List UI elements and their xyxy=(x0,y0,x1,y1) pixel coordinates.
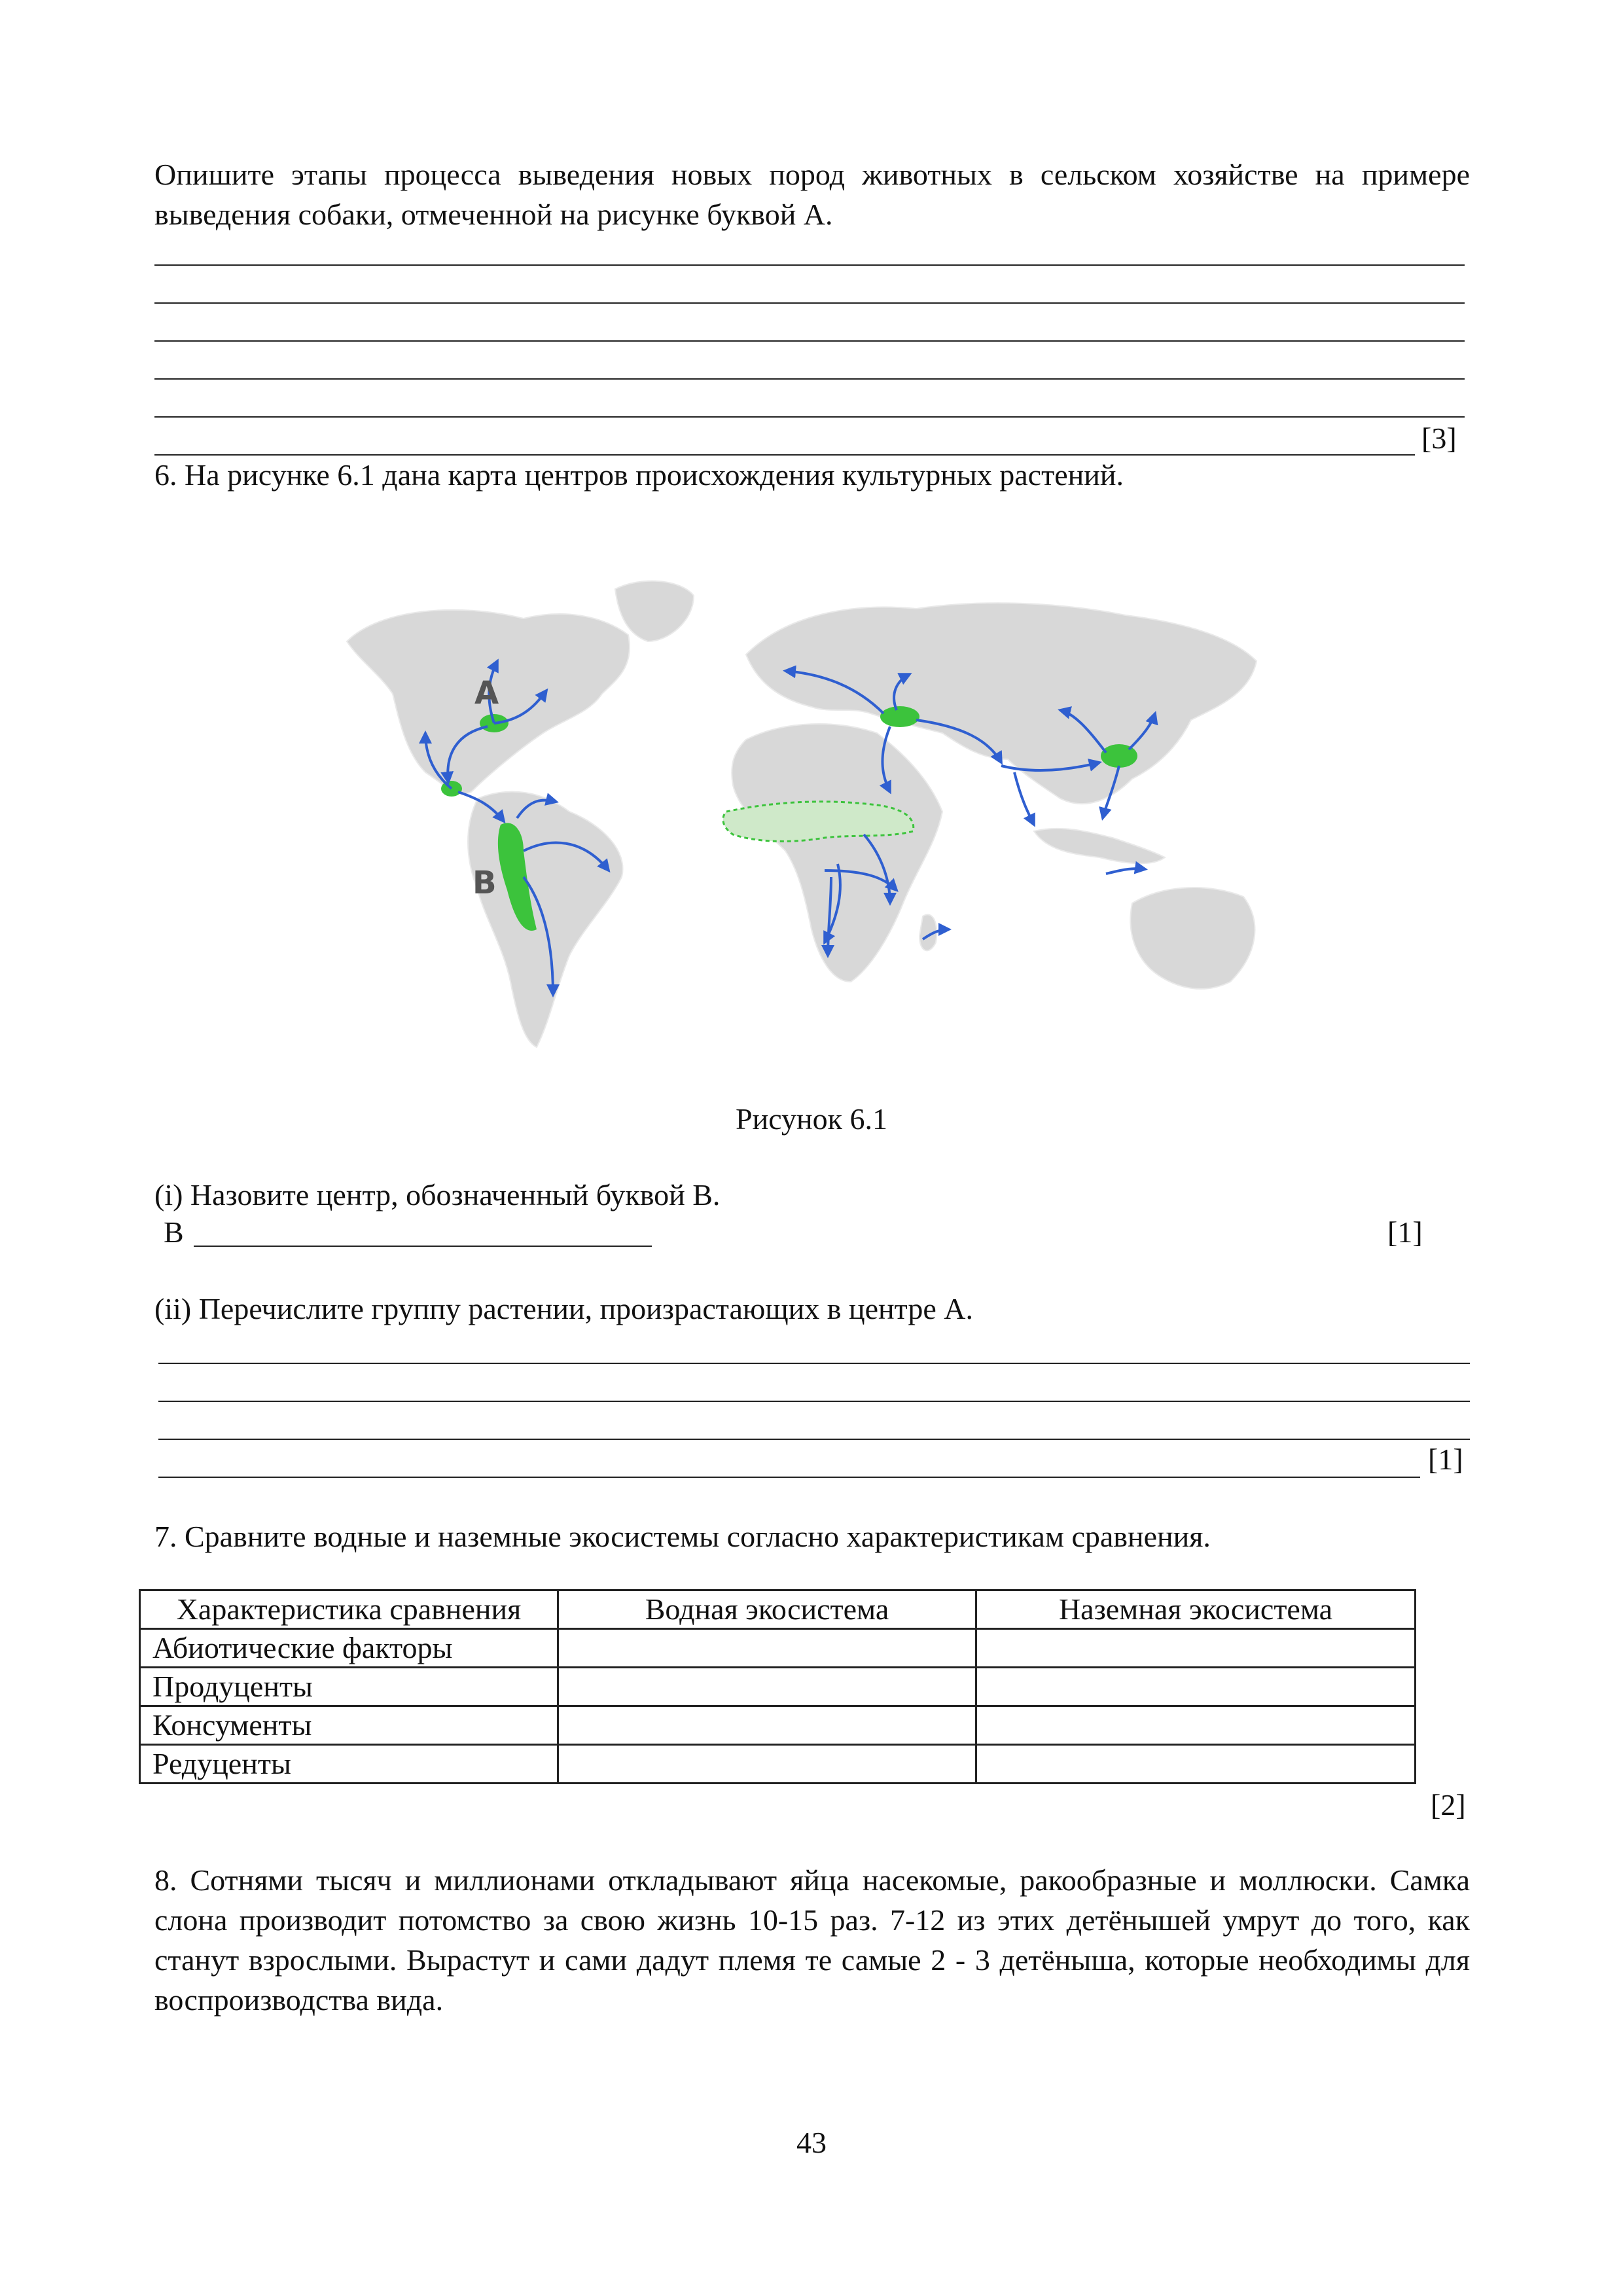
table-row xyxy=(140,1668,1416,1706)
answer-line[interactable] xyxy=(154,302,1465,304)
q6-part-i-answer-line[interactable] xyxy=(194,1246,652,1247)
page-number: 43 xyxy=(796,2126,827,2159)
australia-shape xyxy=(1130,888,1255,989)
table-row xyxy=(140,1706,1416,1745)
answer-line[interactable] xyxy=(154,340,1465,342)
answer-cell[interactable] xyxy=(558,1706,976,1745)
answer-cell[interactable] xyxy=(558,1745,976,1784)
row-label: Редуценты xyxy=(140,1745,558,1784)
answer-cell[interactable] xyxy=(976,1629,1416,1668)
indonesia-shape xyxy=(1034,829,1165,864)
table-header: Наземная экосистема xyxy=(976,1590,1416,1629)
map-label-b: B xyxy=(473,865,497,901)
table-header: Характеристика сравнения xyxy=(140,1590,558,1629)
arrow xyxy=(1106,869,1145,874)
q6-intro: 6. На рисунке 6.1 дана карта центров происхождения культурных растений. xyxy=(154,458,1124,492)
table-row xyxy=(140,1745,1416,1784)
row-label: Продуценты xyxy=(140,1668,558,1706)
centre-mediterranean xyxy=(880,706,919,727)
answer-line[interactable] xyxy=(158,1439,1470,1440)
answer-cell[interactable] xyxy=(976,1745,1416,1784)
table-row xyxy=(140,1629,1416,1668)
comparison-table xyxy=(139,1589,1416,1784)
q6-part-i-question: (i) Назовите центр, обозначенный буквой В. xyxy=(154,1178,721,1211)
answer-line[interactable] xyxy=(158,1363,1470,1364)
table-header: Водная экосистема xyxy=(558,1590,976,1629)
map-label-a: A xyxy=(474,675,499,711)
answer-line[interactable] xyxy=(158,1477,1420,1478)
answer-line[interactable] xyxy=(154,264,1465,266)
answer-cell[interactable] xyxy=(976,1706,1416,1745)
answer-cell[interactable] xyxy=(558,1629,976,1668)
q5-text: Опишите этапы процесса выведения новых пород животных в сельском хозяйстве на примере выведения собаки, отмеченной на рисунке буквой А. xyxy=(154,158,1470,231)
q7-mark: [2] xyxy=(1431,1788,1466,1821)
answer-cell[interactable] xyxy=(976,1668,1416,1706)
answer-line[interactable] xyxy=(154,378,1465,380)
world-map-figure xyxy=(327,563,1296,1073)
q6-part-i-answer-prefix: В xyxy=(164,1215,184,1249)
figure-caption: Рисунок 6.1 xyxy=(736,1102,887,1136)
q7-text: 7. Сравните водные и наземные экосистемы согласно характеристикам сравнения. xyxy=(154,1520,1211,1553)
table-header-row xyxy=(140,1590,1416,1629)
answer-line[interactable] xyxy=(158,1401,1470,1402)
q6-part-ii-mark: [1] xyxy=(1428,1443,1463,1476)
q6-part-ii-question: (ii) Перечислите группу растении, произрастающих в центре А. xyxy=(154,1292,973,1325)
africa-shape xyxy=(732,724,942,982)
south-america-shape xyxy=(468,792,623,1047)
row-label: Консументы xyxy=(140,1706,558,1745)
row-label: Абиотические факторы xyxy=(140,1629,558,1668)
arrow xyxy=(1014,772,1034,825)
answer-line[interactable] xyxy=(154,416,1465,418)
q5-mark: [3] xyxy=(1421,422,1457,455)
answer-cell[interactable] xyxy=(558,1668,976,1706)
greenland-shape xyxy=(615,581,694,641)
q6-part-i-mark: [1] xyxy=(1387,1215,1423,1249)
q8-text: 8. Сотнями тысяч и миллионами откладывают яйца насекомые, ракообразные и моллюски. Самка слона производит потомство за свою жизнь 10-15 раз. 7-12 из этих детёнышей умрут до того, как станут взрослыми. Вырастут и сами дадут племя те самые 2 - 3 детёныша, которые необходимы для воспроизводства вида. xyxy=(154,1863,1470,2017)
